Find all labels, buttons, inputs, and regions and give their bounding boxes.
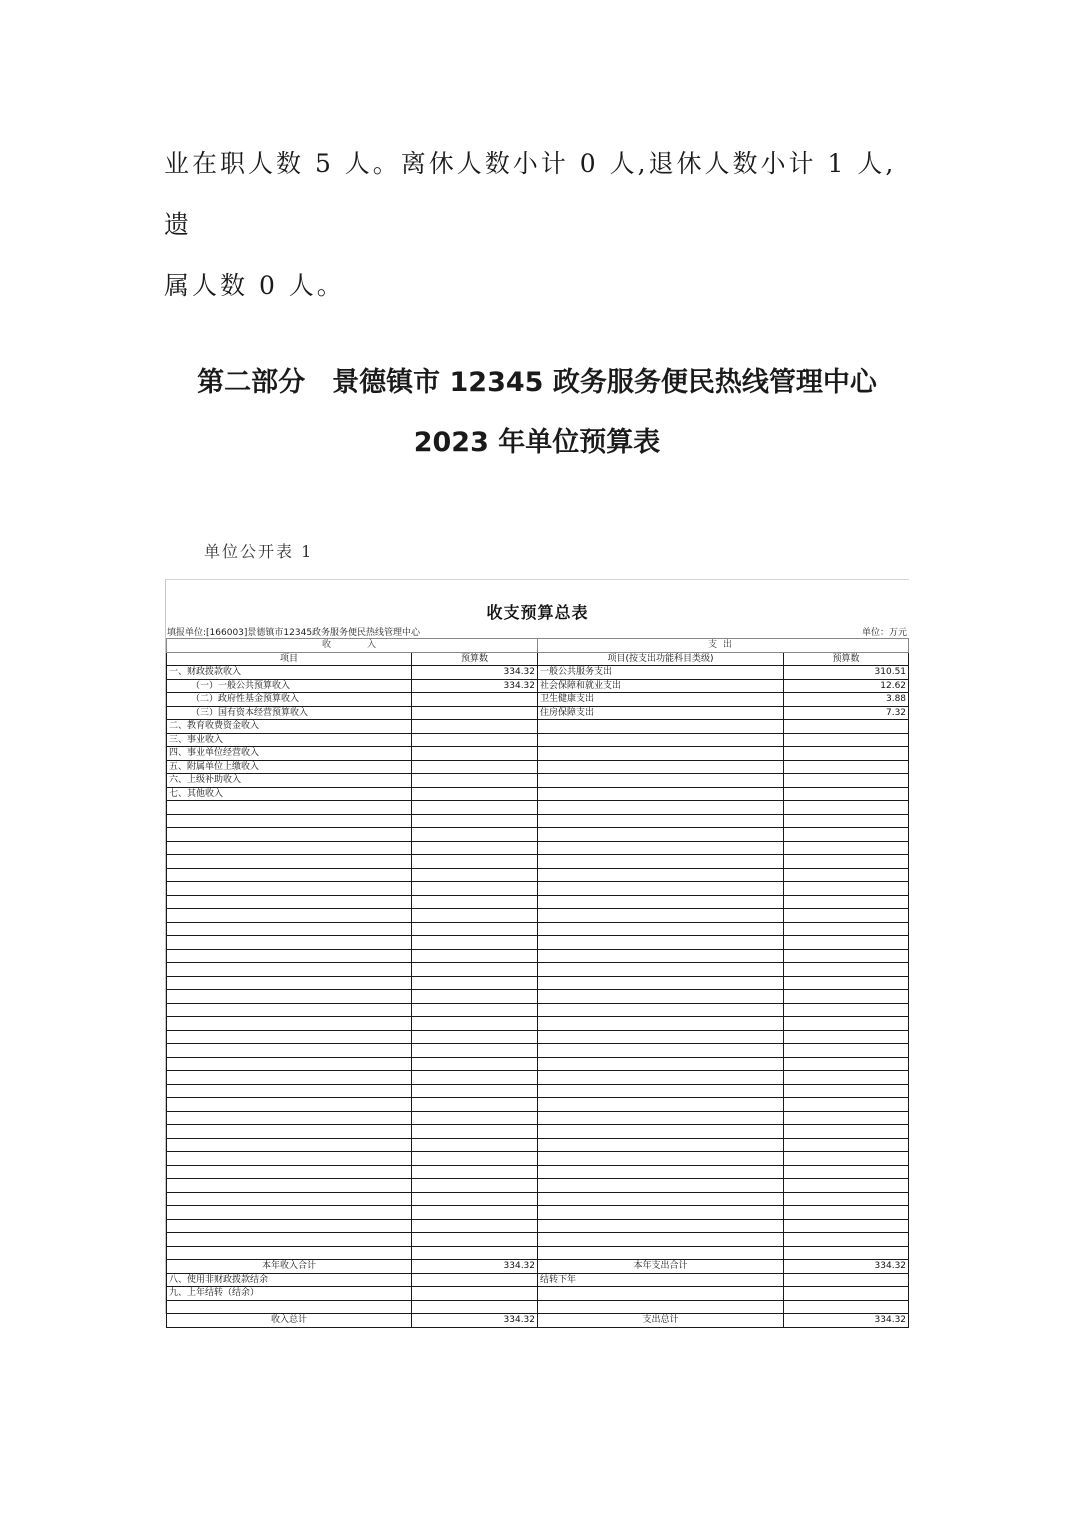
table-row: [167, 976, 909, 990]
empty-cell: [784, 1192, 909, 1206]
empty-cell: [538, 936, 784, 950]
table-row: [167, 963, 909, 977]
income-item: 四、事业单位经营收入: [167, 747, 412, 761]
table-row: [167, 868, 909, 882]
empty-cell: [538, 976, 784, 990]
table-row: [167, 693, 909, 707]
empty-cell: [784, 963, 909, 977]
empty-cell: [412, 868, 538, 882]
empty-cell: [412, 1300, 538, 1314]
empty-cell: [784, 922, 909, 936]
empty-cell: [167, 1071, 412, 1085]
non-fiscal-label: 八、使用非财政拨款结余: [167, 1273, 412, 1287]
empty-cell: [784, 1084, 909, 1098]
empty-cell: [538, 855, 784, 869]
table-row: [167, 1179, 909, 1193]
empty-cell: [538, 841, 784, 855]
empty-cell: [784, 976, 909, 990]
income-budget: [412, 774, 538, 788]
carry-forward-value: [784, 1273, 909, 1287]
empty-cell: [167, 1233, 412, 1247]
empty-cell: [784, 1030, 909, 1044]
empty-cell: [538, 895, 784, 909]
empty-cell: [538, 828, 784, 842]
income-item: 二、教育收费资金收入: [167, 720, 412, 734]
empty-cell: [538, 814, 784, 828]
empty-cell: [784, 1300, 909, 1314]
empty-cell: [167, 1138, 412, 1152]
expense-budget: 310.51: [784, 666, 909, 680]
table-row: [167, 855, 909, 869]
empty-cell: [784, 1165, 909, 1179]
expense-item: [538, 720, 784, 734]
paragraph-line-1: 业在职人数 5 人。离休人数小计 0 人,退休人数小计 1 人,遗: [164, 149, 897, 239]
group-header-row: [167, 639, 909, 653]
annual-expense-total: 334.32: [784, 1260, 909, 1274]
empty-cell: [167, 882, 412, 896]
expense-item: [538, 787, 784, 801]
empty-cell: [167, 949, 412, 963]
empty-cell: [538, 909, 784, 923]
empty-cell: [784, 855, 909, 869]
empty-cell: [538, 1017, 784, 1031]
empty-cell: [784, 1003, 909, 1017]
empty-cell: [784, 1246, 909, 1260]
empty-cell: [538, 1152, 784, 1166]
table-row: [167, 936, 909, 950]
empty-cell: [784, 1152, 909, 1166]
empty-cell: [167, 1246, 412, 1260]
empty-cell: [167, 1125, 412, 1139]
table-row: [167, 1219, 909, 1233]
empty-cell: [538, 1192, 784, 1206]
table-row: [167, 1030, 909, 1044]
carry-forward-label: 结转下年: [538, 1273, 784, 1287]
table-row: [167, 1125, 909, 1139]
col-expense-budget: 预算数: [784, 652, 909, 666]
empty-cell: [167, 1044, 412, 1058]
table-row: [167, 909, 909, 923]
expense-budget: [784, 760, 909, 774]
empty-cell: [167, 841, 412, 855]
table-row: [167, 841, 909, 855]
budget-table: [166, 638, 909, 1328]
empty-cell: [412, 1206, 538, 1220]
empty-cell: [784, 882, 909, 896]
income-budget: [412, 706, 538, 720]
empty-cell: [784, 1017, 909, 1031]
empty-cell: [538, 990, 784, 1004]
empty-cell: [167, 814, 412, 828]
empty-cell: [412, 936, 538, 950]
expense-budget: 7.32: [784, 706, 909, 720]
empty-cell: [784, 909, 909, 923]
grand-total-row: [167, 1314, 909, 1328]
col-income-item: 项目: [167, 652, 412, 666]
expense-budget: [784, 720, 909, 734]
expense-grand-total-label: 支出总计: [538, 1314, 784, 1328]
expense-item: [538, 733, 784, 747]
income-item: 六、上级补助收入: [167, 774, 412, 788]
table-row: [167, 990, 909, 1004]
table-row: [167, 1017, 909, 1031]
table-row: [167, 828, 909, 842]
empty-cell: [167, 1084, 412, 1098]
col-expense-item: 项目(按支出功能科目类级): [538, 652, 784, 666]
table-row: [167, 1138, 909, 1152]
table-row: [167, 1165, 909, 1179]
table-row: [167, 1057, 909, 1071]
empty-cell: [784, 1233, 909, 1247]
empty-cell: [167, 855, 412, 869]
empty-cell: [784, 1071, 909, 1085]
empty-cell: [538, 1057, 784, 1071]
empty-cell: [412, 1071, 538, 1085]
empty-cell: [412, 828, 538, 842]
empty-cell: [167, 1030, 412, 1044]
col-income-budget: 预算数: [412, 652, 538, 666]
empty-cell: [538, 1138, 784, 1152]
table-row: [167, 1084, 909, 1098]
income-item: 一、财政拨款收入: [167, 666, 412, 680]
income-budget: [412, 760, 538, 774]
empty-cell: [167, 1152, 412, 1166]
empty-cell: [538, 963, 784, 977]
empty-cell: [412, 1003, 538, 1017]
column-header-row: [167, 652, 909, 666]
empty-cell: [167, 1192, 412, 1206]
unit-of-measure: 单位：万元: [861, 628, 907, 638]
empty-cell: [784, 1138, 909, 1152]
annual-income-total-label: 本年收入合计: [167, 1260, 412, 1274]
table-row: [167, 706, 909, 720]
empty-cell: [167, 1111, 412, 1125]
empty-cell: [538, 1111, 784, 1125]
table-row: [167, 882, 909, 896]
empty-cell: [784, 1098, 909, 1112]
empty-cell: [784, 1219, 909, 1233]
empty-cell: [784, 814, 909, 828]
empty-cell: [538, 949, 784, 963]
expense-item: 一般公共服务支出: [538, 666, 784, 680]
income-grand-total: 334.32: [412, 1314, 538, 1328]
prior-year-row: [167, 1287, 909, 1301]
expense-item: 社会保障和就业支出: [538, 679, 784, 693]
empty-cell: [538, 922, 784, 936]
empty-cell: [784, 841, 909, 855]
empty-cell: [167, 1057, 412, 1071]
empty-cell: [412, 1111, 538, 1125]
table-row: [167, 1044, 909, 1058]
empty-cell: [412, 1246, 538, 1260]
table-row: [167, 787, 909, 801]
income-budget: [412, 720, 538, 734]
table-row: [167, 1111, 909, 1125]
empty-cell: [412, 801, 538, 815]
empty-cell: [784, 1125, 909, 1139]
empty-cell: [412, 1098, 538, 1112]
empty-cell: [167, 1165, 412, 1179]
empty-cell: [167, 936, 412, 950]
empty-cell: [167, 1017, 412, 1031]
expense-item: [538, 774, 784, 788]
expense-item: 卫生健康支出: [538, 693, 784, 707]
empty-cell: [538, 1233, 784, 1247]
empty-cell: [538, 1287, 784, 1301]
empty-cell: [412, 922, 538, 936]
income-item: 五、附属单位上缴收入: [167, 760, 412, 774]
income-item: （三）国有资本经营预算收入: [167, 706, 412, 720]
empty-cell: [538, 1179, 784, 1193]
empty-cell: [167, 868, 412, 882]
table-row: [167, 1246, 909, 1260]
empty-cell: [412, 1192, 538, 1206]
empty-cell: [412, 990, 538, 1004]
section-heading: [150, 357, 924, 469]
empty-cell: [784, 1179, 909, 1193]
income-group-header: 收 入: [167, 639, 538, 653]
empty-cell: [538, 1165, 784, 1179]
prior-year-value: [412, 1287, 538, 1301]
annual-expense-total-label: 本年支出合计: [538, 1260, 784, 1274]
table-row: [167, 1071, 909, 1085]
annual-income-total: 334.32: [412, 1260, 538, 1274]
empty-cell: [538, 801, 784, 815]
empty-cell: [167, 828, 412, 842]
empty-cell: [412, 1030, 538, 1044]
expense-budget: 3.88: [784, 693, 909, 707]
expense-grand-total: 334.32: [784, 1314, 909, 1328]
empty-cell: [784, 1057, 909, 1071]
empty-cell: [412, 855, 538, 869]
table-row: [167, 949, 909, 963]
table-row: [167, 801, 909, 815]
empty-cell: [784, 895, 909, 909]
income-item: （一）一般公共预算收入: [167, 679, 412, 693]
table-label: 单位公开表 1: [204, 542, 314, 561]
empty-cell: [167, 1206, 412, 1220]
income-item: （二）政府性基金预算收入: [167, 693, 412, 707]
expense-item: [538, 747, 784, 761]
empty-cell: [412, 882, 538, 896]
empty-cell: [412, 841, 538, 855]
empty-cell: [784, 1111, 909, 1125]
spacer-row: [167, 1300, 909, 1314]
empty-cell: [167, 1219, 412, 1233]
empty-cell: [412, 1017, 538, 1031]
table-row: [167, 760, 909, 774]
income-item: 七、其他收入: [167, 787, 412, 801]
empty-cell: [167, 909, 412, 923]
empty-cell: [538, 1300, 784, 1314]
body-paragraph: [164, 133, 924, 316]
income-budget: 334.32: [412, 679, 538, 693]
empty-cell: [412, 1057, 538, 1071]
empty-cell: [412, 814, 538, 828]
table-row: [167, 747, 909, 761]
table-row: [167, 733, 909, 747]
table-row: [167, 1098, 909, 1112]
empty-cell: [538, 868, 784, 882]
income-budget: [412, 787, 538, 801]
empty-cell: [167, 895, 412, 909]
table-row: [167, 895, 909, 909]
table-row: [167, 774, 909, 788]
expense-budget: [784, 747, 909, 761]
expense-budget: [784, 733, 909, 747]
table-row: [167, 1152, 909, 1166]
empty-cell: [412, 949, 538, 963]
empty-cell: [538, 1071, 784, 1085]
empty-cell: [167, 1300, 412, 1314]
empty-cell: [167, 1179, 412, 1193]
empty-cell: [784, 990, 909, 1004]
empty-cell: [538, 1084, 784, 1098]
empty-cell: [538, 1044, 784, 1058]
reporting-unit: 填报单位:[166003]景德镇市12345政务服务便民热线管理中心: [167, 628, 421, 638]
empty-cell: [412, 1219, 538, 1233]
empty-cell: [538, 1098, 784, 1112]
empty-cell: [412, 1179, 538, 1193]
expense-budget: 12.62: [784, 679, 909, 693]
empty-cell: [412, 1084, 538, 1098]
empty-cell: [412, 1138, 538, 1152]
income-grand-total-label: 收入总计: [167, 1314, 412, 1328]
empty-cell: [538, 1206, 784, 1220]
empty-cell: [412, 895, 538, 909]
income-budget: [412, 733, 538, 747]
budget-sheet: [165, 579, 909, 1325]
non-fiscal-row: [167, 1273, 909, 1287]
empty-cell: [784, 949, 909, 963]
empty-cell: [538, 1125, 784, 1139]
empty-cell: [538, 1003, 784, 1017]
empty-cell: [167, 963, 412, 977]
table-row: [167, 814, 909, 828]
table-row: [167, 922, 909, 936]
table-row: [167, 679, 909, 693]
table-row: [167, 1192, 909, 1206]
income-budget: [412, 747, 538, 761]
empty-cell: [412, 1044, 538, 1058]
empty-cell: [412, 909, 538, 923]
non-fiscal-value: [412, 1273, 538, 1287]
heading-line-1: 第二部分 景德镇市 12345 政务服务便民热线管理中心: [197, 367, 877, 398]
empty-cell: [538, 882, 784, 896]
empty-cell: [784, 1206, 909, 1220]
empty-cell: [167, 922, 412, 936]
empty-cell: [784, 828, 909, 842]
annual-total-row: [167, 1260, 909, 1274]
empty-cell: [784, 1287, 909, 1301]
table-row: [167, 1206, 909, 1220]
empty-cell: [412, 1165, 538, 1179]
income-budget: [412, 693, 538, 707]
empty-cell: [167, 1098, 412, 1112]
empty-cell: [167, 801, 412, 815]
empty-cell: [167, 1003, 412, 1017]
empty-cell: [784, 1044, 909, 1058]
empty-cell: [784, 868, 909, 882]
empty-cell: [538, 1030, 784, 1044]
table-row: [167, 666, 909, 680]
expense-item: 住房保障支出: [538, 706, 784, 720]
prior-year-label: 九、上年结转（结余）: [167, 1287, 412, 1301]
table-row: [167, 1003, 909, 1017]
sheet-title: 收支预算总表: [486, 603, 589, 622]
income-budget: 334.32: [412, 666, 538, 680]
empty-cell: [412, 1125, 538, 1139]
empty-cell: [412, 1233, 538, 1247]
empty-cell: [412, 976, 538, 990]
empty-cell: [784, 801, 909, 815]
expense-budget: [784, 774, 909, 788]
empty-cell: [538, 1246, 784, 1260]
empty-cell: [412, 963, 538, 977]
empty-cell: [538, 1219, 784, 1233]
table-row: [167, 1233, 909, 1247]
expense-group-header: 支出: [538, 639, 909, 653]
empty-cell: [412, 1152, 538, 1166]
income-item: 三、事业收入: [167, 733, 412, 747]
expense-budget: [784, 787, 909, 801]
paragraph-line-2: 属人数 0 人。: [164, 271, 345, 300]
empty-cell: [784, 936, 909, 950]
heading-line-2: 2023 年单位预算表: [413, 427, 661, 458]
expense-item: [538, 760, 784, 774]
table-row: [167, 720, 909, 734]
empty-cell: [167, 990, 412, 1004]
empty-cell: [167, 976, 412, 990]
